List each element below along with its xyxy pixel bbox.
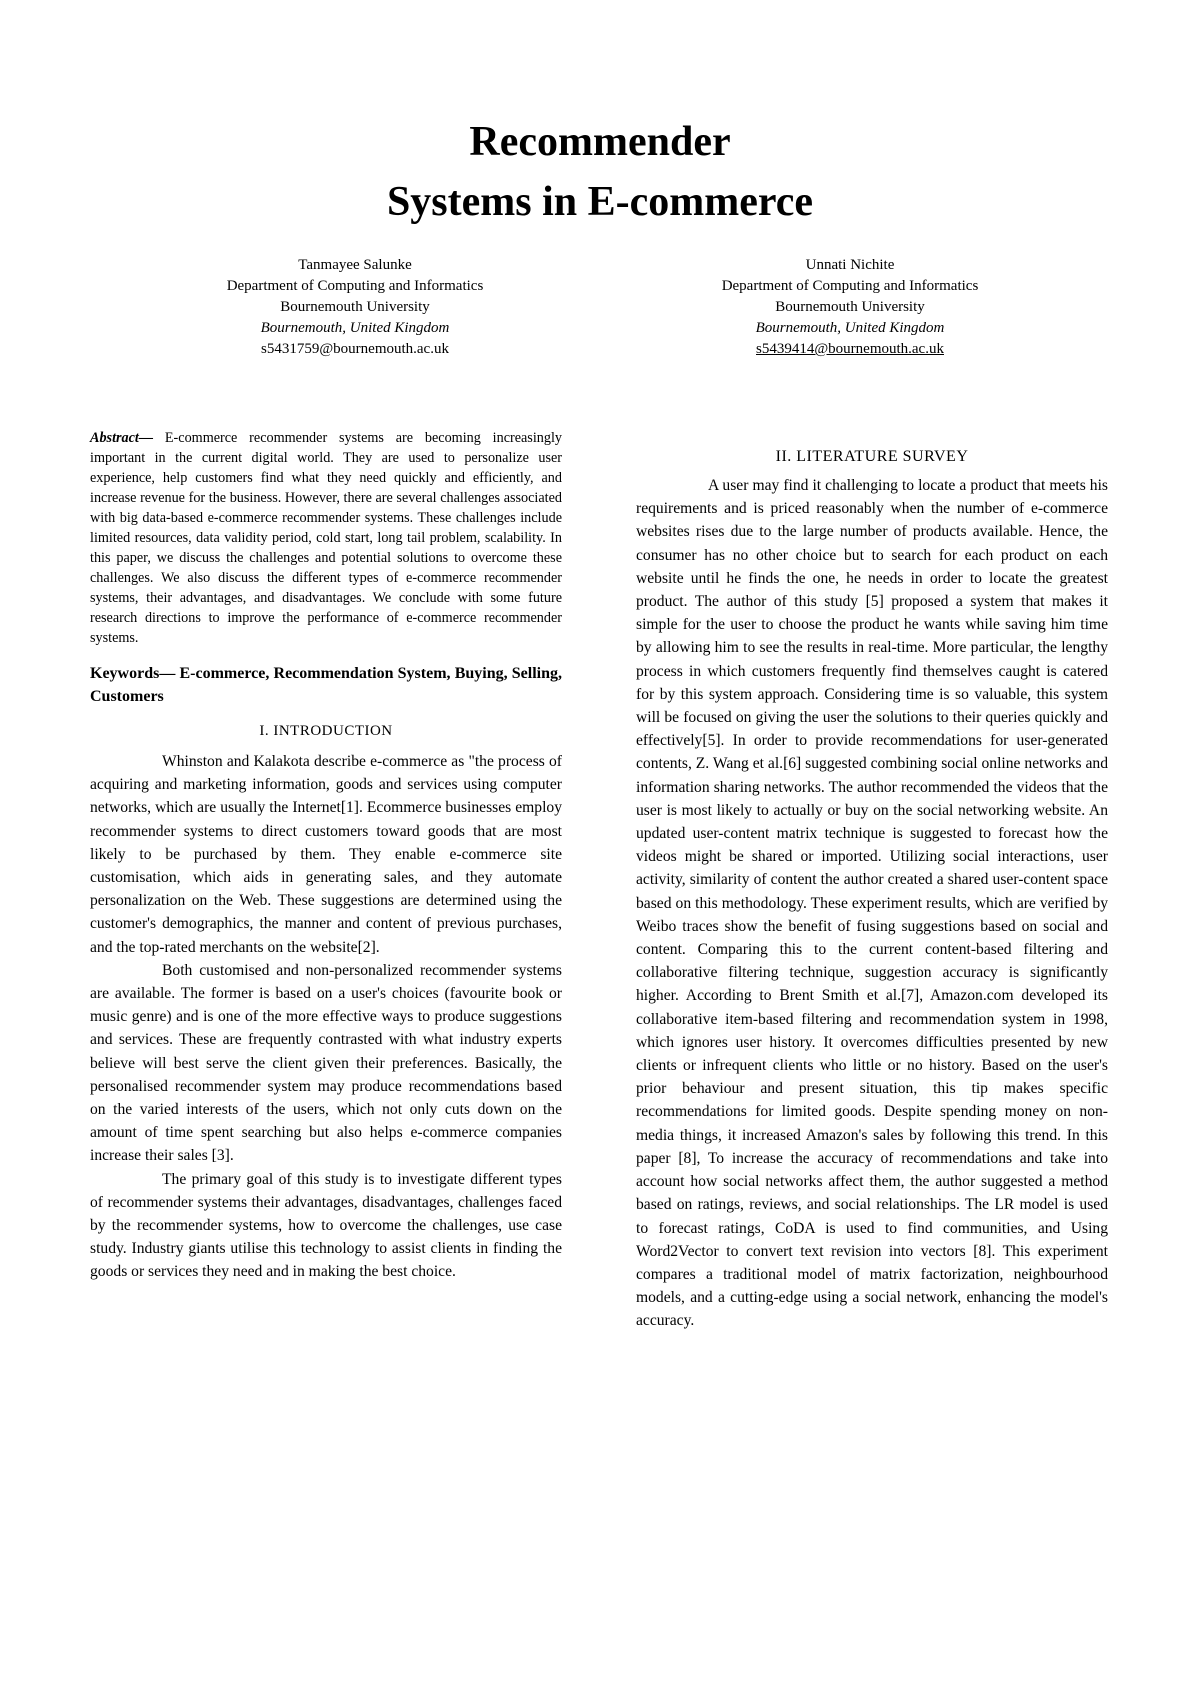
abstract-text: E-commerce recommender systems are becoming increasingly important in the current digital world. They are used to personalize user experience, help customers find what they need quickly and efficiently, and increase revenue for the business. However, there are several challenges associated with big data-based e-commerce recommender systems. These challenges include limited resources, data validity period, cold start, long tail problem, scalability. In this paper, we discuss the challenges and potential solutions to overcome these challenges. We also discuss the different types of e-commerce recommender systems, their advantages, and disadvantages. We conclude with some future research directions to improve the performance of e-commerce recommender systems. [90, 430, 562, 646]
left-column [90, 428, 562, 1284]
author-university: Bournemouth University [775, 299, 925, 315]
intro-paragraph-1: Whinston and Kalakota describe e-commerce as "the process of acquiring and marketing information, goods and services using computer networks, which are usually the Internet[1]. Ecommerce businesses employ recommender systems to direct customers toward goods that are most likely to be purchased by them. They enable e-commerce site customisation, which aids in generating sales, and they automate personalization on the Web. These suggestions are determined using the customer's demographics, the manner and content of previous purchases, and the top-rated merchants on the website[2]. [90, 753, 562, 956]
abstract [90, 428, 562, 648]
abstract-label: Abstract— [90, 430, 154, 446]
author-university: Bournemouth University [280, 299, 430, 315]
section-heading-introduction: I. INTRODUCTION [259, 723, 393, 739]
author-block-2 [640, 255, 1060, 360]
author-location: Bournemouth, United Kingdom [755, 320, 945, 336]
author-location: Bournemouth, United Kingdom [260, 320, 450, 336]
author-department: Department of Computing and Informatics [226, 278, 484, 294]
intro-paragraph-2: Both customised and non-personalized recommender systems are available. The former is based on a user's choices (favourite book or music genre) and is one of the more effective ways to produce suggestions and services. These are frequently contrasted with what industry experts believe will best serve the client given their preferences. Basically, the personalised recommender system may produce recommendations based on the varied interests of the users, which not only cuts down on the amount of time spent searching but also helps e-commerce companies increase their sales [3]. [90, 961, 562, 1165]
title-line-1: Recommender [469, 119, 731, 165]
intro-paragraph-3: The primary goal of this study is to investigate different types of recommender systems their advantages, disadvantages, challenges faced by the recommender systems, how to overcome the challenges, use case study. Industry giants utilise this technology to assist clients in finding the goods or services they need and in making the best choice. [90, 1170, 562, 1281]
section-heading-literature: II. LITERATURE SURVEY [775, 448, 969, 465]
author-department: Department of Computing and Informatics [721, 278, 979, 294]
title-line-2: Systems in E-commerce [386, 179, 814, 225]
author-block-1 [145, 255, 565, 360]
paper-title [0, 112, 1200, 232]
keywords: Keywords— E-commerce, Recommendation System, Buying, Selling, Customers [90, 665, 562, 705]
right-column [636, 446, 1108, 1333]
author-name: Unnati Nichite [805, 257, 895, 273]
author-name: Tanmayee Salunke [298, 257, 412, 273]
author-email-link[interactable]: s5439414@bournemouth.ac.uk [756, 341, 944, 357]
literature-paragraph-1: A user may find it challenging to locate a product that meets his requirements and is priced reasonably when the number of e-commerce websites rises due to the large number of products available. Hence, the consumer has no other choice but to search for each product on each website until he finds the one, he needs in order to locate the greatest product. The author of this study [5] proposed a system that makes it simple for the user to choose the product he wants while saving him time by allowing him to see the results in real-time. More particular, the lengthy process in which customers frequently find themselves caught is catered for by this system approach. Considering time is so valuable, this system will be focused on giving the user the solutions to their queries quickly and effectively[5]. In order to provide recommendations for user-generated contents, Z. Wang et al.[6] suggested combining social online networks and information sharing networks. The author recommended the videos that the user is most likely to actually or buy on the social networking website. An updated user-content matrix technique is suggested to forecast how the videos might be shared or imported. Utilizing social interactions, user activity, similarity of content the author created a shared user-content space based on this methodology. These experiment results, which are verified by Weibo traces show the benefit of fusing suggestions based on social and content. Comparing this to the current content-based filtering and collaborative filtering technique, suggestion accuracy is significantly higher. According to Brent Smith et al.[7], Amazon.com developed its collaborative item-based filtering and recommendation system in 1998, which ignores user history. It overcomes difficulties presented by new clients or infrequent clients who little or no history. Based on the user's prior behaviour and present situation, this tip makes specific recommendations for limited goods. Despite spending money on non-media things, it increased Amazon's sales by following this trend. In this paper [8], To increase the accuracy of recommendations and take into account how social networks affect them, the author suggested a method based on ratings, reviews, and social relationships. The LR model is used to forecast ratings, CoDA is used to find communities, and Using Word2Vector to convert text revision into vectors [8]. This experiment compares a traditional model of matrix factorization, neighbourhood models, and a cutting-edge using a social network, enhancing the model's accuracy. [636, 477, 1108, 1330]
author-email: s5431759@bournemouth.ac.uk [261, 341, 449, 357]
